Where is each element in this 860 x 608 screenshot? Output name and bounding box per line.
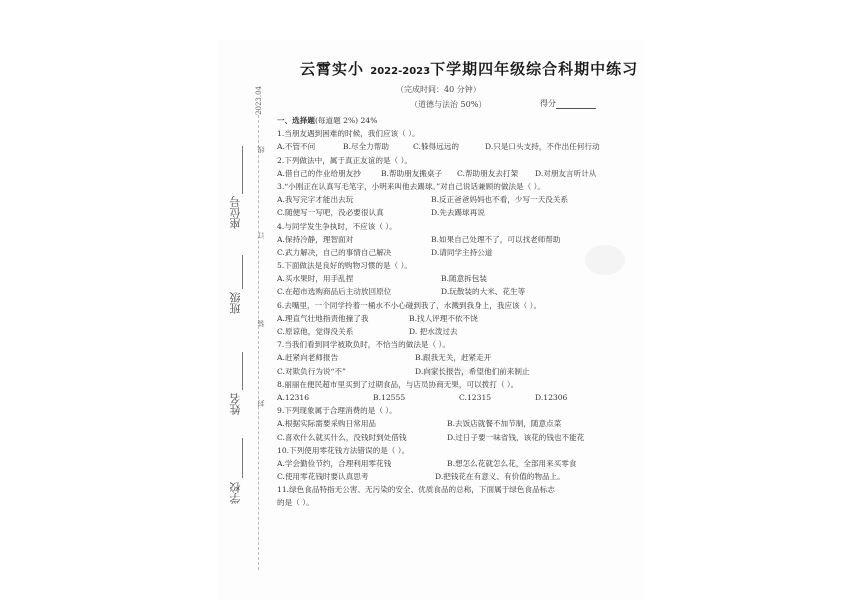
option: B.如果自己处理不了，可以找老师帮助 [431,234,561,244]
option: C.在超市选购商品后主动放回原位 [277,287,392,297]
seat-blank [242,146,243,194]
page-title [300,58,638,79]
title-school: 云霄实小 [300,60,365,78]
option-row [277,272,637,285]
option: D.向家长报告，希望他们前来制止 [415,366,530,376]
option: A.赶紧向老师报告 [277,353,339,363]
option-row [277,246,637,259]
option: B.去饭店就餐不加节制，随意点菜 [447,419,562,429]
option: C.帮助朋友去打架 [457,168,519,178]
option-row [277,351,637,364]
option: C.喜欢什么就买什么，没钱时到处借钱 [277,432,407,442]
score-field [540,98,596,109]
option: C.对欺负行为说“不” [277,366,346,376]
option: B.反正爸爸妈妈也不看，少写一天没关系 [431,195,569,205]
option-row [277,365,637,378]
question-stem: 6.去嘴里，一个同学拎着一桶水不小心碰到我了，水溅到我身上，我应该（ ）。 [277,300,542,310]
option: B.帮助朋友搬桌子 [381,168,443,178]
option: D.先去踢球再说 [431,208,485,218]
option: D.对朋友言听计从 [535,168,597,178]
option: D.请同学主持公道 [431,247,493,257]
option: D.过日子要一味省钱，该花的钱也不能花 [447,432,585,442]
option: B.跟我无关，赶紧走开 [415,353,492,363]
option-row [277,312,637,325]
binding-mark: 封 [257,400,265,407]
question-stem-continued: 的是（ ）。 [277,498,314,508]
question-stem: 11.绿色食品特指无公害、无污染的安全、优质食品的总称，下面属于绿色食品标志 [277,485,555,495]
question-stem: 7.当我们看到同学被欺负时，不恰当的做法是（ ）。 [277,340,450,350]
binding-mark: 装 [257,320,265,327]
option: B.12555 [373,392,406,402]
option: B.尽全力帮助 [343,142,389,152]
time-limit: （完成时间：40 分钟） [396,85,481,94]
option-row [277,391,637,404]
option: A.理直气壮地指责他撞了我 [277,313,369,323]
subject-weight: （道德与法治 50%） [410,100,487,109]
option: D. 把水泼过去 [409,327,458,336]
option: C.使用零花钱时要认真思考 [277,472,369,482]
option: A.学会勤俭节约，合理利用零花钱 [277,458,392,468]
question-stem: 5.下面做法是良好的购物习惯的是（ ）。 [277,261,412,271]
question-stem: 2.下列做法中，属于真正友谊的是（ ）。 [277,155,412,165]
name-label: 姓名 [229,393,242,415]
name-blank [242,352,243,390]
option: B.找人评理不依不饶 [409,313,478,323]
option-row [277,285,637,298]
option: A.12316 [277,392,310,402]
option-row [277,431,637,444]
section-note: (每道题 2%) 24% [314,116,378,125]
option-row [277,206,637,219]
binding-mark: 订 [257,232,265,239]
option-row [277,140,637,153]
option: A.保持冷静，理智面对 [277,234,354,244]
option: C.武力解决，自己的事情自己解决 [277,247,392,257]
option: B.想怎么花就怎么花，全部用来买零食 [447,458,577,468]
option: A.根据实际需要采购日常用品 [277,419,377,429]
option: C.原谅他，觉得没关系 [277,327,354,336]
question-list [277,114,637,510]
option-row [277,167,637,180]
question-stem: 10.下列使用零花钱方法错误的是（ ）。 [277,445,410,455]
option-row [277,470,637,483]
option-row [277,233,637,246]
question-stem: 4.与同学发生争执时，不应该（ ）。 [277,221,397,231]
question-stem: 9.下列现象属于合理消费的是（ ）。 [277,406,397,416]
question-stem: 3.“小刚正在认真写毛笔字，小明来叫他去踢球。”对自己说话兼顾的做法是（ ）。 [277,181,546,191]
seat-label: 座位号 [229,196,242,229]
option: D.把钱花在有意义、有价值的物品上。 [435,472,565,482]
option: C.12315 [459,392,492,402]
option-row [277,457,637,470]
option: A.买水果时，用手乱捏 [277,274,354,284]
binding-mark: 线 [257,146,265,153]
option: C.随便写一写吧，没必要很认真 [277,208,384,218]
question-stem: 1.当朋友遇到困难的时候，我们应该（ ）。 [277,129,420,139]
option-row [277,325,637,338]
option: D.玩散装的大米、花生等 [441,287,526,297]
score-label: 得分 [540,99,556,108]
option: A.不管不问 [277,142,316,152]
school-label: 学校 [229,482,242,504]
class-blank [242,255,243,289]
class-label: 班级 [229,292,242,314]
option: A.借自己的作业给朋友抄 [277,168,361,178]
question-stem: 8.丽丽在便民超市里买到了过期食品，与店员协商无果，可以拨打（ ）。 [277,379,519,389]
option: D.12306 [535,392,568,402]
side-date: 2023.04 [255,86,263,115]
option: B.随意拆包装 [441,274,487,284]
title-years: 2022-2023 [370,66,431,77]
score-blank [556,100,596,109]
binding-line [258,110,259,570]
option: C.躲得远远的 [413,142,459,152]
section-title: 一、选择题 [277,116,315,125]
option-row [277,417,637,430]
section-heading [277,114,637,127]
title-term: 下学期四年级综合科期中练习 [430,60,639,78]
option: A.我写完字才能出去玩 [277,195,354,205]
school-blank [242,438,243,478]
option-row [277,193,637,206]
option: D.只是口头支持，不作出任何行动 [485,142,600,152]
